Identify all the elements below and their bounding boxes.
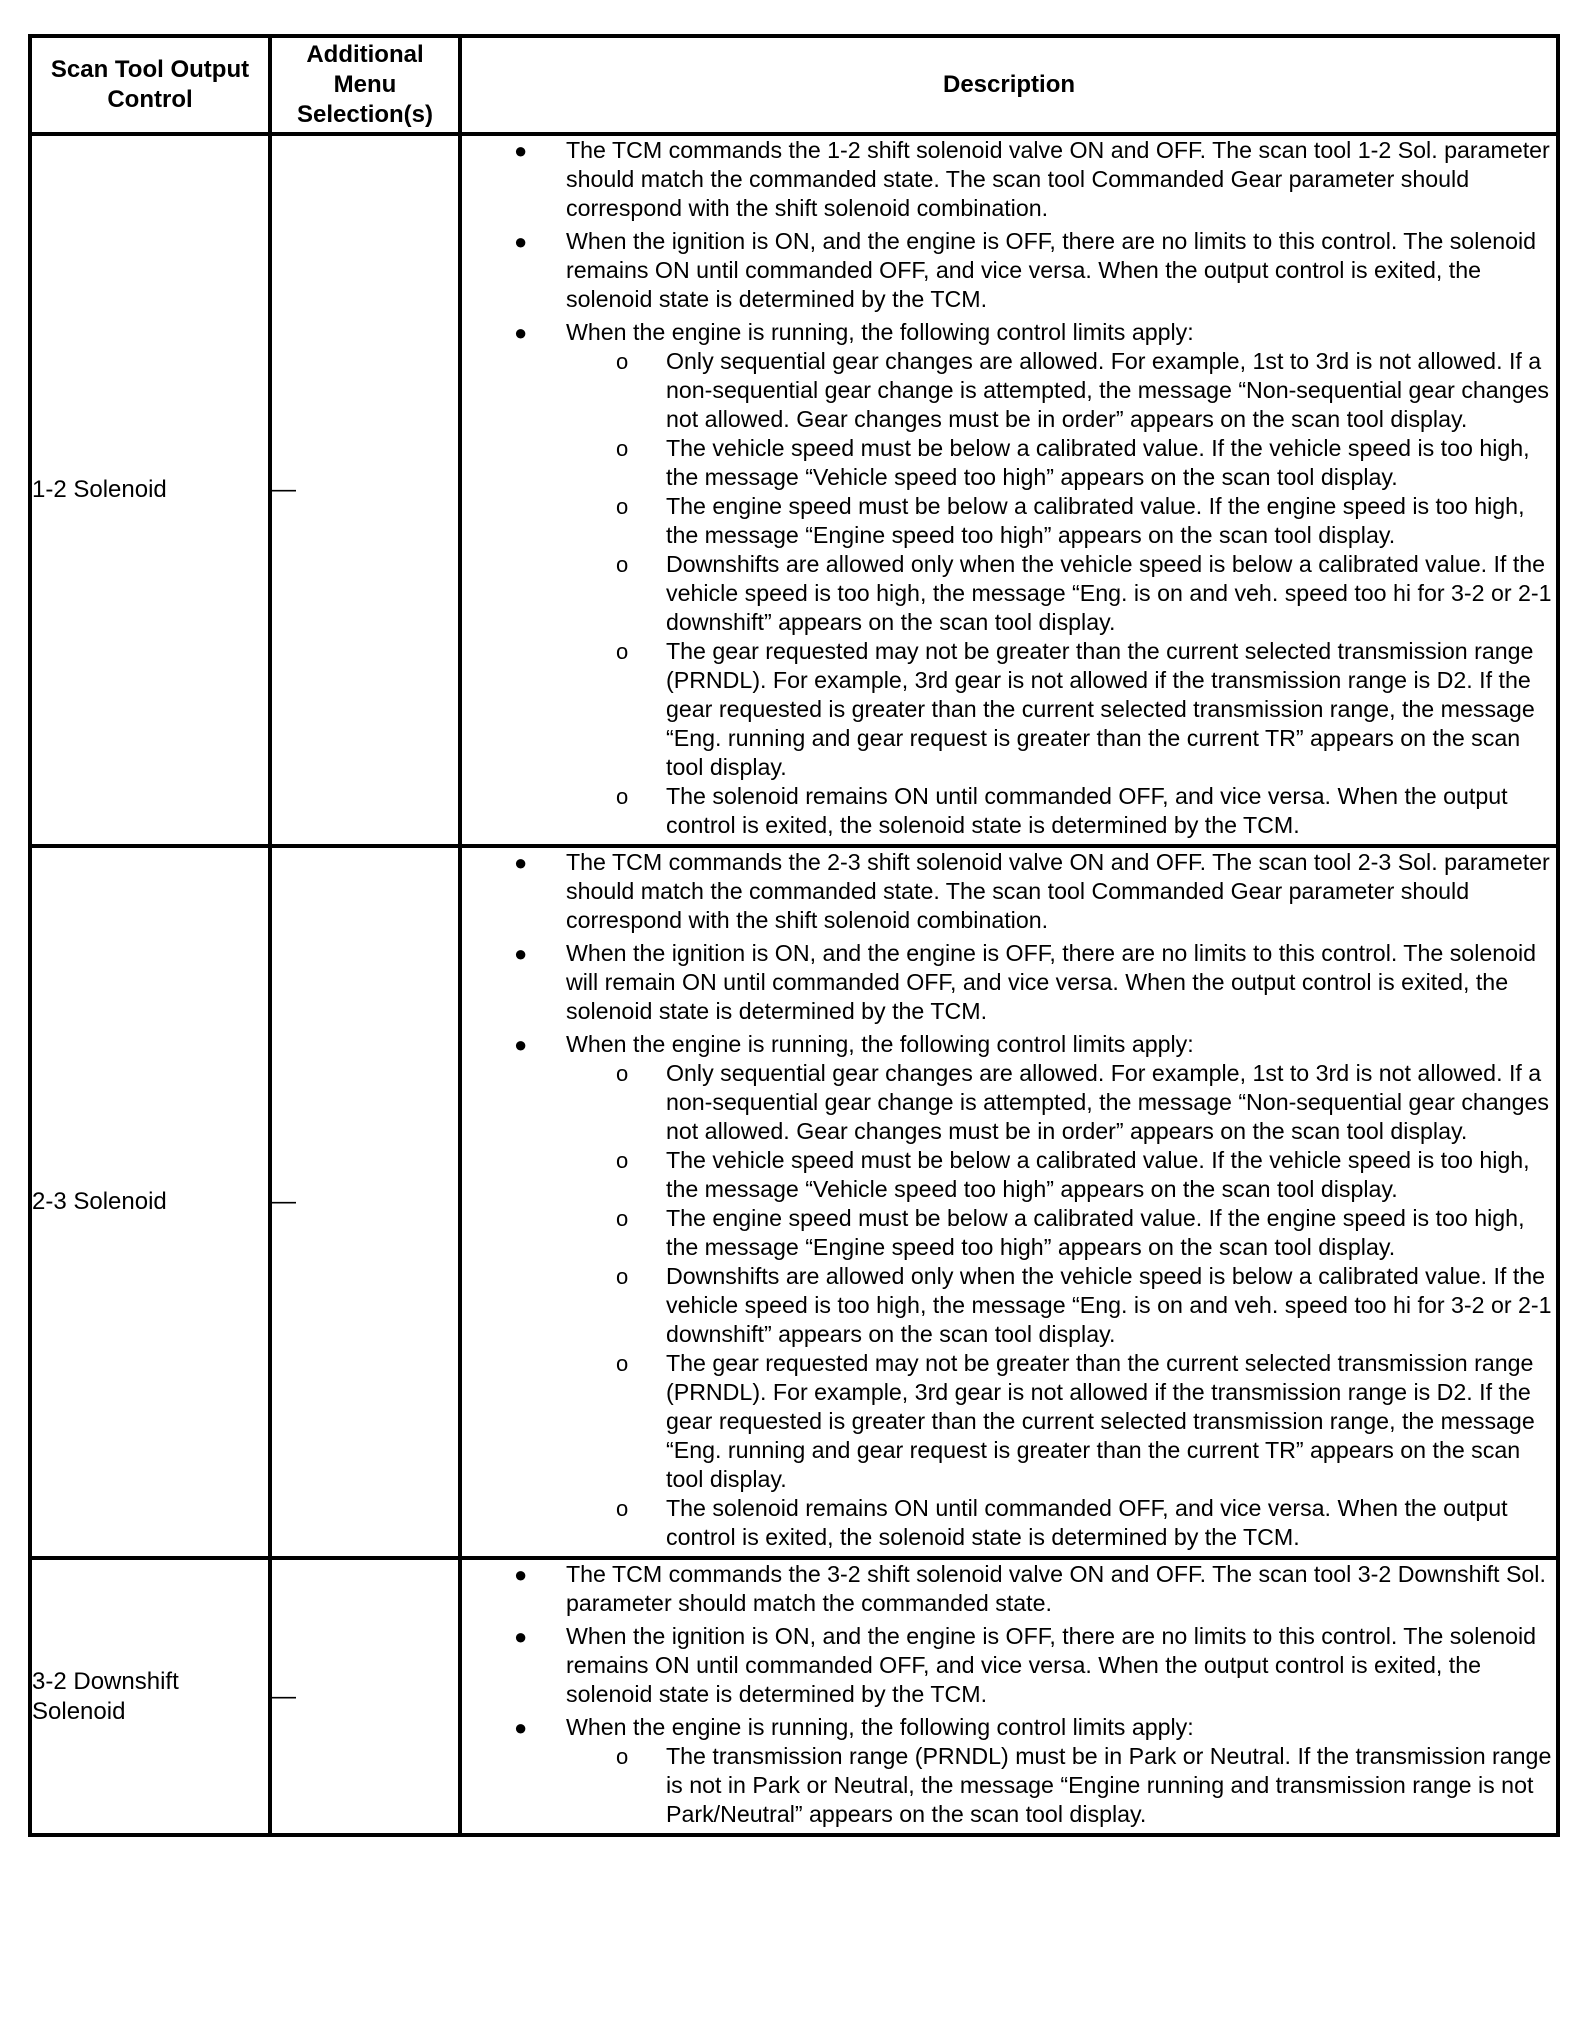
bullet-icon: ● [514,229,528,254]
bullet-icon: ● [514,1624,528,1649]
sub-item-text: The gear requested may not be greater than the current selected transmission range (PRNDL). For example, 3rd gear is not allowed if the transmission range is D2. If the gear requested is greater than the current selected transmission range, the message “Eng. running and gear request is greater than the current TR” appears on the scan tool display. [666,638,1535,780]
bullet-icon: ● [514,320,528,345]
sub-bullet-icon: o [616,1496,629,1521]
bullet-icon: ● [514,1562,528,1587]
bullet-text: The TCM commands the 2-3 shift solenoid valve ON and OFF. The scan tool 2-3 Sol. parameter should match the commanded state. The scan tool Commanded Gear parameter should correspond with the shift solenoid combination. [566,849,1550,933]
output-control-name: 2-3 Solenoid [30,846,270,1558]
header-scan-tool-output-control: Scan Tool Output Control [30,36,270,134]
sub-bullet-icon: o [616,639,629,664]
sub-item-text: Only sequential gear changes are allowed. For example, 1st to 3rd is not allowed. If a non-sequential gear change is attempted, the message “Non-sequential gear changes not allowed. Gear changes must be in order” appears on the scan tool display. [666,1060,1549,1144]
table-row [30,134,1558,846]
bullet-item [462,1030,1556,1552]
description-list [462,848,1556,1552]
description-cell [460,134,1558,846]
sub-bullet-icon: o [616,494,629,519]
sub-item [562,1742,1556,1829]
sub-item [562,1059,1556,1146]
sub-bullet-icon: o [616,349,629,374]
sub-item-text: The solenoid remains ON until commanded OFF, and vice versa. When the output control is exited, the solenoid state is determined by the TCM. [666,1495,1508,1550]
sub-item [562,1494,1556,1552]
table-row [30,846,1558,1558]
bullet-item [462,1560,1556,1618]
menu-selection: — [270,1558,460,1835]
sub-bullet-icon: o [616,1264,629,1289]
sub-item-text: The gear requested may not be greater than the current selected transmission range (PRNDL). For example, 3rd gear is not allowed if the transmission range is D2. If the gear requested is greater than the current selected transmission range, the message “Eng. running and gear request is greater than the current TR” appears on the scan tool display. [666,1350,1535,1492]
description-cell [460,1558,1558,1835]
sub-item-text: Only sequential gear changes are allowed. For example, 1st to 3rd is not allowed. If a non-sequential gear change is attempted, the message “Non-sequential gear changes not allowed. Gear changes must be in order” appears on the scan tool display. [666,348,1549,432]
output-control-name: 1-2 Solenoid [30,134,270,846]
sub-bullet-icon: o [616,784,629,809]
bullet-icon: ● [514,941,528,966]
bullet-text: The TCM commands the 1-2 shift solenoid valve ON and OFF. The scan tool 1-2 Sol. parameter should match the commanded state. The scan tool Commanded Gear parameter should correspond with the shift solenoid combination. [566,137,1550,221]
header-additional-menu-selections: Additional Menu Selection(s) [270,36,460,134]
bullet-text: When the engine is running, the following control limits apply: [566,1031,1194,1057]
bullet-item [462,939,1556,1026]
sub-list [566,347,1556,840]
description-cell [460,846,1558,1558]
bullet-icon: ● [514,1032,528,1057]
header-description: Description [460,36,1558,134]
sub-item-text: The vehicle speed must be below a calibrated value. If the vehicle speed is too high, the message “Vehicle speed too high” appears on the scan tool display. [666,435,1530,490]
bullet-item [462,136,1556,223]
sub-bullet-icon: o [616,552,629,577]
table-body [30,134,1558,1835]
table-row [30,1558,1558,1835]
sub-item-text: The vehicle speed must be below a calibrated value. If the vehicle speed is too high, the message “Vehicle speed too high” appears on the scan tool display. [666,1147,1530,1202]
sub-item [562,550,1556,637]
bullet-icon: ● [514,850,528,875]
sub-bullet-icon: o [616,436,629,461]
sub-item [562,492,1556,550]
sub-item [562,782,1556,840]
sub-bullet-icon: o [616,1061,629,1086]
sub-item [562,347,1556,434]
sub-bullet-icon: o [616,1351,629,1376]
sub-item [562,1204,1556,1262]
sub-item-text: Downshifts are allowed only when the vehicle speed is below a calibrated value. If the vehicle speed is too high, the message “Eng. is on and veh. speed too hi for 3-2 or 2-1 downshift” appears on the scan tool display. [666,551,1552,635]
bullet-icon: ● [514,1715,528,1740]
sub-item-text: The engine speed must be below a calibrated value. If the engine speed is too high, the message “Engine speed too high” appears on the scan tool display. [666,493,1525,548]
sub-bullet-icon: o [616,1206,629,1231]
bullet-item [462,848,1556,935]
sub-item-text: Downshifts are allowed only when the vehicle speed is below a calibrated value. If the vehicle speed is too high, the message “Eng. is on and veh. speed too hi for 3-2 or 2-1 downshift” appears on the scan tool display. [666,1263,1552,1347]
description-list [462,136,1556,840]
output-control-table [28,34,1560,1837]
description-list [462,1560,1556,1829]
bullet-text: The TCM commands the 3-2 shift solenoid valve ON and OFF. The scan tool 3-2 Downshift Sol. parameter should match the commanded state. [566,1561,1546,1616]
sub-item-text: The transmission range (PRNDL) must be in Park or Neutral. If the transmission range is not in Park or Neutral, the message “Engine running and transmission range is not Park/Neutral” appears on the scan tool display. [666,1743,1552,1827]
sub-bullet-icon: o [616,1744,629,1769]
bullet-text: When the engine is running, the following control limits apply: [566,319,1194,345]
sub-item-text: The engine speed must be below a calibrated value. If the engine speed is too high, the message “Engine speed too high” appears on the scan tool display. [666,1205,1525,1260]
menu-selection: — [270,134,460,846]
sub-item [562,1349,1556,1494]
sub-list [566,1059,1556,1552]
menu-selection: — [270,846,460,1558]
sub-item [562,637,1556,782]
output-control-name: 3-2 Downshift Solenoid [30,1558,270,1835]
sub-bullet-icon: o [616,1148,629,1173]
bullet-item [462,318,1556,840]
bullet-item [462,227,1556,314]
bullet-item [462,1622,1556,1709]
bullet-icon: ● [514,138,528,163]
bullet-text: When the engine is running, the following control limits apply: [566,1714,1194,1740]
bullet-text: When the ignition is ON, and the engine is OFF, there are no limits to this control. The solenoid remains ON until commanded OFF, and vice versa. When the output control is exited, the solenoid state is determined by the TCM. [566,1623,1537,1707]
bullet-item [462,1713,1556,1829]
bullet-text: When the ignition is ON, and the engine is OFF, there are no limits to this control. The solenoid will remain ON until commanded OFF, and vice versa. When the output control is exited, the solenoid state is determined by the TCM. [566,940,1537,1024]
header-row [30,36,1558,134]
sub-item [562,1146,1556,1204]
sub-item [562,434,1556,492]
sub-item-text: The solenoid remains ON until commanded OFF, and vice versa. When the output control is exited, the solenoid state is determined by the TCM. [666,783,1508,838]
sub-item [562,1262,1556,1349]
sub-list [566,1742,1556,1829]
bullet-text: When the ignition is ON, and the engine is OFF, there are no limits to this control. The solenoid remains ON until commanded OFF, and vice versa. When the output control is exited, the solenoid state is determined by the TCM. [566,228,1537,312]
